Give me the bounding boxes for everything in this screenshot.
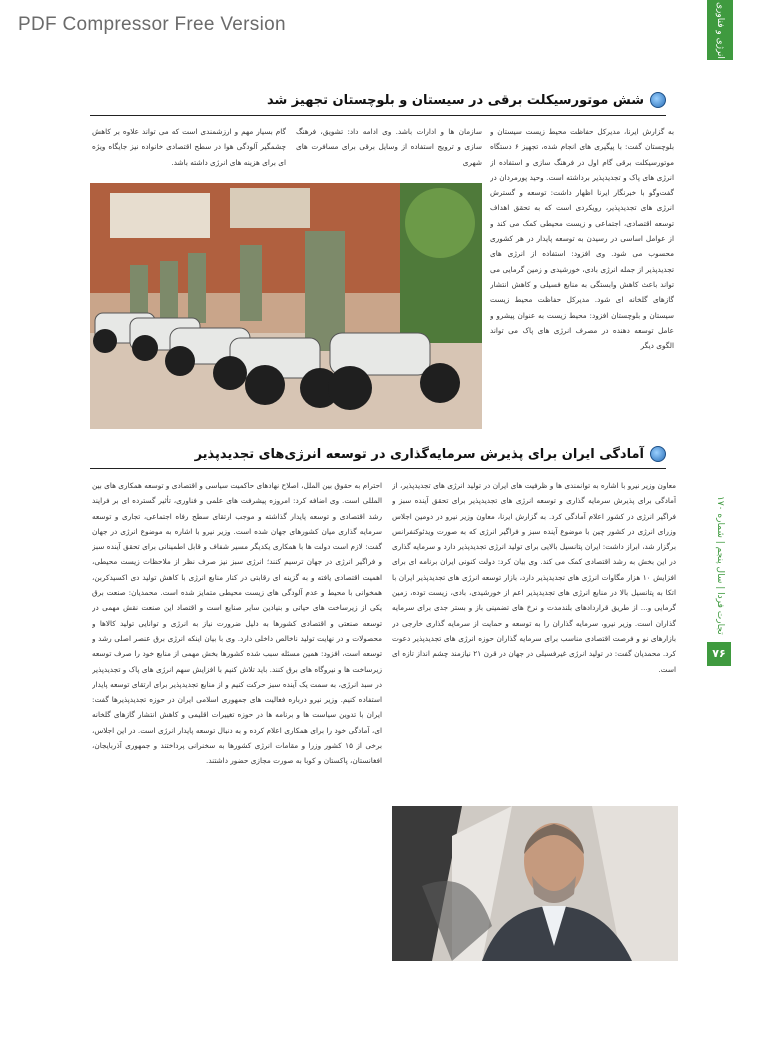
official-portrait-photo [392,806,678,961]
article2-column-right [392,478,676,798]
article2-title: آمادگی ایران برای پذیرش سرمایه‌گذاری در توسعه انرژی‌های تجدیدپذیر [194,446,644,462]
article1-column-middle [296,124,482,172]
article1-title: شش موتورسیکلت برقی در سیستان و بلوچستان تجهیز شد [266,92,644,108]
section-tab: انرژی و فناوری [707,0,733,60]
article2-rule [90,468,666,469]
article2-text-right: معاون وزیر نیرو با اشاره به توانمندی ها و ظرفیت های ایران در تولید انرژی های تجدیدپذیر، از آمادگی برای پذیرش سرمایه گذاری و توسعه انرژی های تجدیدپذیر برای تحقق آینده سبز و فراگیر انرژی در کشور اعلام آمادگی کرد. به گزارش ایرنا، معاون وزیر نیرو در دومین اجلاس وزرای انرژی در کشور چین با موضوع آینده سبز و فراگیر انرژی که به صورت ویدئوکنفرانس برگزار شد، ابراز داشت: ایران پتانسیل بالایی برای تولید انرژی تجدیدپذیر دارد و سرمایه گذاری در این بخش به رشد اقتصادی کمک می کند. وی بیان کرد: دولت کنونی ایران برنامه ای برای افزایش ۱۰ هزار مگاوات انرژی های تجدیدپذیر دارد، بازار توسعه انرژی های تجدیدپذیر ایران با اتکا به پتانسیل بالا در منابع انرژی های تجدیدپذیر اعم از خورشیدی، بادی، زیست توده، زمین گرمایی و... از طریق قراردادهای بلندمدت و نرخ های تضمینی باز و بستر جدی برای سرمایه گذاران است. وزیر نیرو، سرمایه گذاران را به توسعه و حمایت از سرمایه گذاری خارجی در بازارهای نو و فرصت اقتصادی مناسب برای سرمایه گذاران حوزه انرژی های تجدیدپذیر دعوت کرد. محمدیان گفت: در تولید انرژی غیرفسیلی در جهان در قرن ۲۱ نیازمند چشم انداز تازه ای است. [392,481,676,674]
article1-text-right: به گزارش ایرنا، مدیرکل حفاظت محیط زیست سیستان و بلوچستان گفت: با پیگیری های انجام شده، تجهیز ۶ دستگاه موتورسیکلت برقی گام اول در فرهنگ سازی و استفاده از انرژی های پاک و تجدیدپذیر برداشته است. وحید پورمردان در گفت‌وگو با خبرنگار ایرنا اظهار داشت: توسعه و گسترش انرژی های تجدیدپذیر، رویکردی است که به تحقق اهداف توسعه اقتصادی، اجتماعی و زیست محیطی کمک می کند و از عوامل اساسی در رسیدن به توسعه پایدار در هر کشوری محسوب می شود. وی افزود: استفاده از انرژی های تجدیدپذیر از جمله انرژی بادی، خورشیدی و زمین گرمایی می تواند باعث کاهش وابستگی به منابع فسیلی و کاهش انتشار گازهای گلخانه ای شود. مدیرکل حفاظت محیط زیست سیستان و بلوچستان افزود: محیط زیست به عنوان پیشرو و عامل توسعه دهنده در مصرف انرژی های پاک می تواند الگوی دیگر [490,127,674,351]
article1-column-right [490,124,674,440]
article2-column-left [92,478,382,970]
article1-rule [90,115,666,116]
issue-info: تجارت فردا | سال پنجم | شماره ۱۷۰ [707,400,733,730]
article2-text-left: احترام به حقوق بین الملل، اصلاح نهادهای حاکمیت سیاسی و اقتصادی و توسعه همکاری های بین المللی است. وی اضافه کرد: امروزه پیشرفت های علمی و فناوری، تأثیر گسترده ای بر فرایند رشد اقتصادی و توسعه پایدار گذاشته و موجب ارتقای سطح رفاه اجتماعی، تجاری و توسعه سرمایه گذاری میان کشورهای جهان شده است. وزیر نیرو با اشاره به موضوع انرژی در جهان گفت: لازم است دولت ها با همکاری یکدیگر مسیر شفاف و قابل اطمینانی برای تحقق آینده سبز و فراگیر انرژی در جهان ترسیم کنند؛ انرژی سبز نیز صرف نظر از ملاحظات زیست محیطی، اهمیت اقتصادی یافته و به گزینه ای رقابتی در کنار منابع انرژی با کاهش تولید دی اکسیدکربن، همخوانی با محیط و عدم آلودگی های زیست محیطی متمایز شده است. محمدیان: صنعت برق یکی از زیرساخت های حیاتی و بنیادین سایر صنایع است و اقتصاد این صنعت نقش مهمی در توسعه صنعتی و اقتصادی کشورها به دلیل ضرورت نیاز به انرژی و توانایی تولید کالاها و محصولات و در نهایت تولید ناخالص داخلی دارد. وی با بیان اینکه انرژی برق عنصر اصلی رشد و توسعه است، افزود: همین مسئله سبب شده کشورها بخش مهمی از منابع خود را صرف توسعه زیرساخت ها و نیروگاه های برق کنند. باید تلاش کنیم با افزایش سهم انرژی های پاک و تجدیدپذیر در سبد انرژی، به سمت یک آینده سبز حرکت کنیم و از منابع تجدیدپذیر برای ارتقای توسعه پایدار استفاده کنیم. وزیر نیرو درباره فعالیت های جمهوری اسلامی ایران در حوزه تجدیدپذیرها گفت: ایران با تدوین سیاست ها و برنامه ها در حوزه تغییرات اقلیمی و کاهش انتشار گازهای گلخانه ای، آمادگی خود را برای همکاری اعلام کرده و به دنبال توسعه پایدار انرژی است. در این اجلاس، برخی از ۱۵ کشور وزرا و مقامات انرژی کشورها به سخنرانی پرداختند و جمهوری آذربایجان، افغانستان، پاکستان و کوبا به صورت مجازی حضور داشتند. [92,481,382,766]
motorcycles-photo [90,183,482,429]
globe-bullet-icon [650,92,666,108]
article1-column-left [92,124,286,172]
article1-text-middle: سازمان ها و ادارات باشد. وی ادامه داد: تشویق، فرهنگ سازی و ترویج استفاده از وسایل برقی برای مسافرت های شهری [296,127,482,167]
article1-text-left: گام بسیار مهم و ارزشمندی است که می تواند علاوه بر کاهش چشمگیر آلودگی هوا در سطح اقتصادی خانواده نیز جایگاه ویژه ای برای هزینه های انرژی داشته باشد. [92,127,286,167]
globe-bullet-icon [650,446,666,462]
article2-headline [195,446,666,462]
pdf-watermark: PDF Compressor Free Version [18,14,286,35]
article1-headline [267,92,666,108]
page-number: ۷۶ [707,642,731,666]
